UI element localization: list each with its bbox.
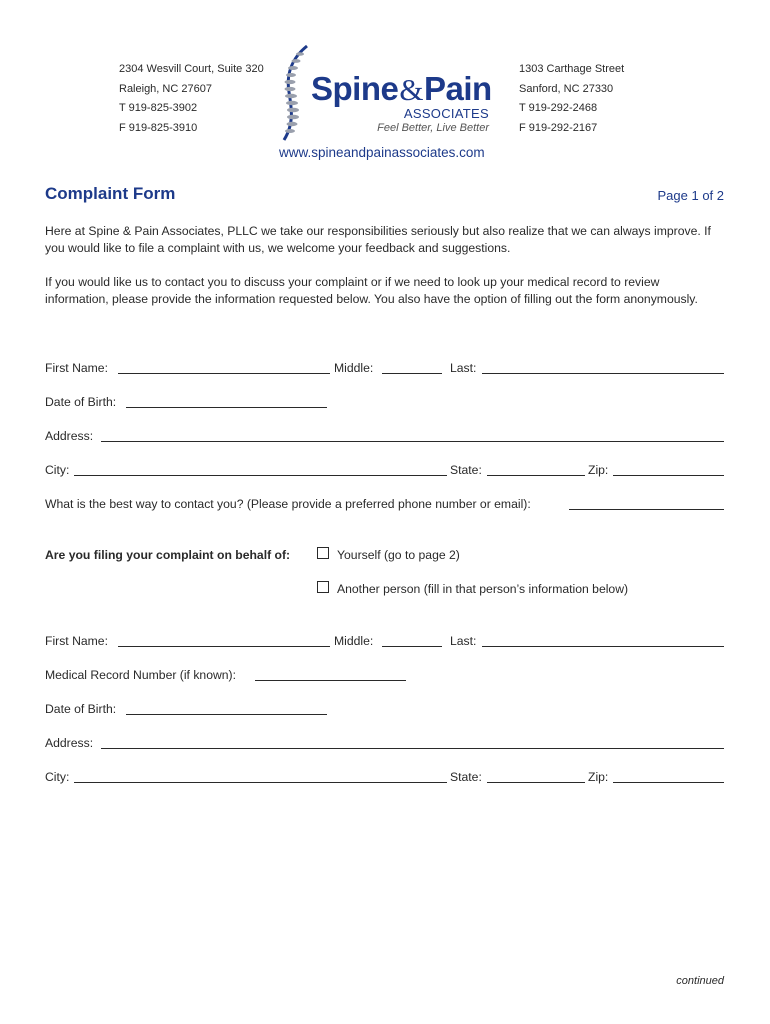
contact-preference-field[interactable] xyxy=(569,509,724,510)
other-dob-field[interactable] xyxy=(126,714,327,715)
dob-field[interactable] xyxy=(126,407,327,408)
first-name-label: First Name: xyxy=(45,361,108,375)
other-address-field[interactable] xyxy=(101,748,724,749)
other-state-field[interactable] xyxy=(487,782,585,783)
last-name-label: Last: xyxy=(450,361,477,375)
left-street: 2304 Wesvill Court, Suite 320 xyxy=(119,63,264,75)
left-phone: T 919-825-3902 xyxy=(119,102,198,114)
mrn-field[interactable] xyxy=(255,680,406,681)
mrn-label: Medical Record Number (if known): xyxy=(45,668,237,682)
other-address-label: Address: xyxy=(45,736,94,750)
dob-label: Date of Birth: xyxy=(45,395,117,409)
intro-paragraph-2: If you would like us to contact you to discuss your complaint or if we need to look up your medical record to review information, please provide the information requested below. You also have the option of filling out the form anonymously. xyxy=(45,275,698,306)
other-first-name-label: First Name: xyxy=(45,634,108,648)
middle-name-field[interactable] xyxy=(382,373,442,374)
other-zip-field[interactable] xyxy=(613,782,724,783)
other-zip-label: Zip: xyxy=(588,770,609,784)
contact-preference-label: What is the best way to contact you? (Please provide a preferred phone number or email): xyxy=(45,497,531,511)
other-state-label: State: xyxy=(450,770,482,784)
right-office-address xyxy=(519,60,624,138)
left-fax: F 919-825-3910 xyxy=(119,121,198,134)
middle-name-label: Middle: xyxy=(334,361,374,375)
logo-word-pain: Pain xyxy=(423,70,492,107)
logo-title xyxy=(311,72,492,107)
city-field[interactable] xyxy=(74,475,447,476)
another-person-option-label: Another person (fill in that person’s information below) xyxy=(337,582,629,596)
left-city: Raleigh, NC 27607 xyxy=(119,82,212,95)
right-phone: T 919-292-2468 xyxy=(519,102,598,114)
other-city-label: City: xyxy=(45,770,70,784)
continued-note: continued xyxy=(676,975,724,987)
other-middle-name-field[interactable] xyxy=(382,646,442,647)
other-first-name-field[interactable] xyxy=(118,646,330,647)
first-name-field[interactable] xyxy=(118,373,330,374)
state-label: State: xyxy=(450,463,482,477)
intro-paragraph-1: Here at Spine & Pain Associates, PLLC we take our responsibilities seriously but also realize that we can always improve. If you would like to file a complaint with us, we welcome your feedback and suggestions. xyxy=(45,224,711,255)
address-field[interactable] xyxy=(101,441,724,442)
logo-tagline: Feel Better, Live Better xyxy=(377,122,489,134)
logo-word-spine: Spine xyxy=(311,70,399,107)
other-middle-name-label: Middle: xyxy=(334,634,374,648)
logo-ampersand: & xyxy=(399,72,423,107)
right-street: 1303 Carthage Street xyxy=(519,63,625,75)
page-number: Page 1 of 2 xyxy=(657,188,724,203)
form-title: Complaint Form xyxy=(45,184,176,203)
right-fax: F 919-292-2167 xyxy=(519,121,598,134)
behalf-question: Are you filing your complaint on behalf of: xyxy=(45,548,291,562)
city-label: City: xyxy=(45,463,70,477)
other-dob-label: Date of Birth: xyxy=(45,702,117,716)
right-city: Sanford, NC 27330 xyxy=(519,82,614,95)
another-person-checkbox[interactable] xyxy=(317,581,329,593)
last-name-field[interactable] xyxy=(482,373,724,374)
yourself-option-label: Yourself (go to page 2) xyxy=(337,548,460,562)
zip-field[interactable] xyxy=(613,475,724,476)
other-last-name-field[interactable] xyxy=(482,646,724,647)
logo-associates: ASSOCIATES xyxy=(403,106,489,121)
zip-label: Zip: xyxy=(588,463,609,477)
state-field[interactable] xyxy=(487,475,585,476)
logo xyxy=(278,44,498,144)
website-link[interactable]: www.spineandpainassociates.com xyxy=(279,145,485,160)
address-label: Address: xyxy=(45,429,94,443)
yourself-checkbox[interactable] xyxy=(317,547,329,559)
left-office-address xyxy=(119,60,264,138)
other-last-name-label: Last: xyxy=(450,634,477,648)
spine-icon xyxy=(278,44,312,142)
other-city-field[interactable] xyxy=(74,782,447,783)
